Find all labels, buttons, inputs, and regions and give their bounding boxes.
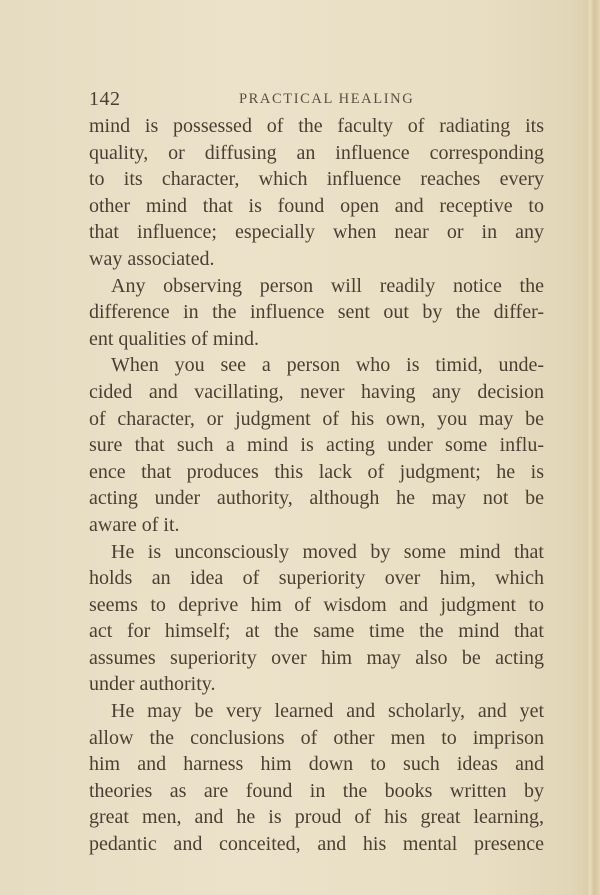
text-line: holds an idea of superiority over him, which xyxy=(89,567,544,590)
text-line: act for himself; at the same time the mind that xyxy=(89,620,544,643)
text-line: He may be very learned and scholarly, and yet xyxy=(111,700,544,723)
text-line: Any observing person will readily notice the xyxy=(111,274,544,297)
page-number: 142 xyxy=(89,88,121,110)
text-line: other mind that is found open and receptive to xyxy=(89,194,544,217)
text-line: He is unconsciously moved by some mind that xyxy=(111,540,544,563)
text-line: ent qualities of mind. xyxy=(89,327,259,350)
text-line: allow the conclusions of other men to imprison xyxy=(89,726,544,749)
page-header xyxy=(89,88,544,112)
body-text xyxy=(89,113,544,858)
text-line: ence that produces this lack of judgment; he is xyxy=(89,460,544,483)
text-line: under authority. xyxy=(89,673,216,696)
text-line: that influence; especially when near or in any xyxy=(89,221,544,244)
text-line: to its character, which influence reaches every xyxy=(89,168,544,191)
running-title: PRACTICAL HEALING xyxy=(239,91,415,107)
text-line: seems to deprive him of wisdom and judgment to xyxy=(89,593,544,616)
text-line: him and harness him down to such ideas and xyxy=(89,753,544,776)
text-line: mind is possessed of the faculty of radiating its xyxy=(89,115,544,137)
text-line: quality, or diffusing an influence corresponding xyxy=(89,141,544,164)
text-line: When you see a person who is timid, unde- xyxy=(111,354,544,377)
text-line: great men, and he is proud of his great learning, xyxy=(89,806,544,829)
text-line: pedantic and conceited, and his mental presence xyxy=(89,833,544,856)
text-line: difference in the influence sent out by the differ- xyxy=(89,301,544,324)
text-line: of character, or judgment of his own, you may be xyxy=(89,407,544,430)
text-line: assumes superiority over him may also be acting xyxy=(89,646,544,669)
text-line: sure that such a mind is acting under some influ- xyxy=(89,434,544,457)
text-line: cided and vacillating, never having any decision xyxy=(89,380,544,403)
text-line: acting under authority, although he may not be xyxy=(89,487,544,510)
text-line: way associated. xyxy=(89,247,215,270)
text-line: theories as are found in the books written by xyxy=(89,779,544,802)
page-edge xyxy=(586,0,600,895)
text-line: aware of it. xyxy=(89,513,180,536)
